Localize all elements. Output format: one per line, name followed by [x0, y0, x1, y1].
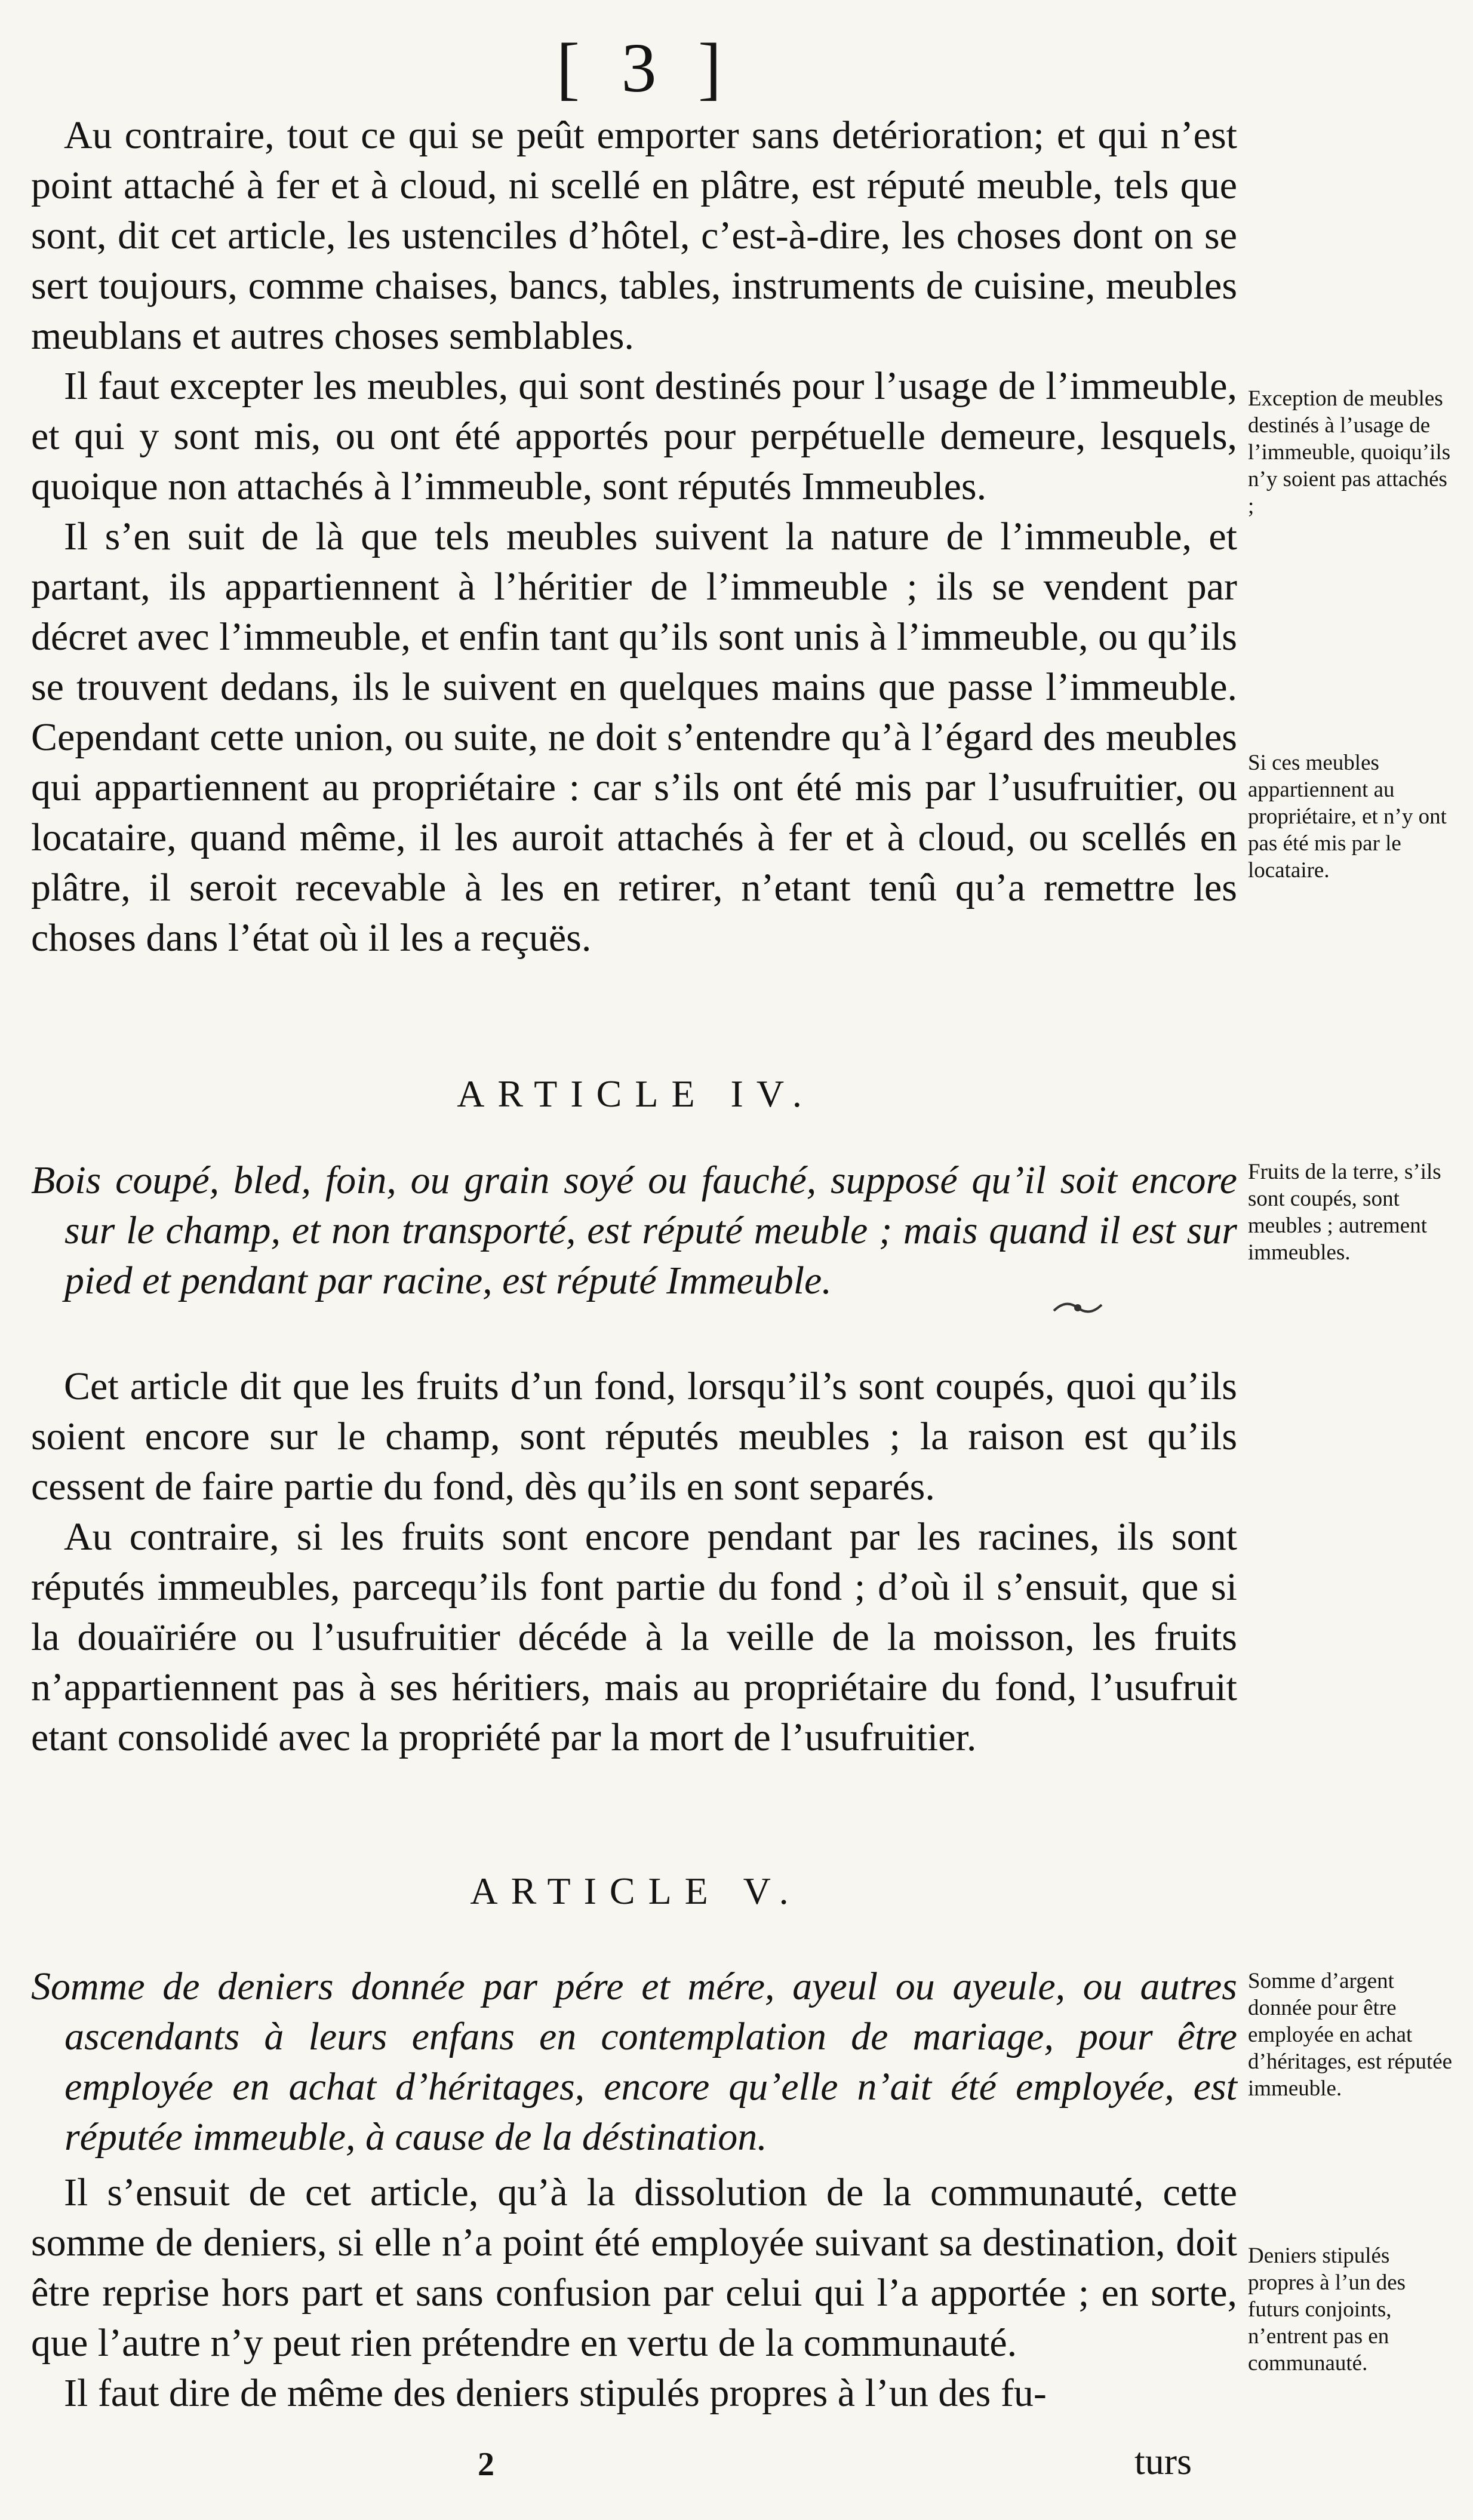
article-iv-statute: Bois coupé, bled, foin, ou grain soyé ou fauché, supposé qu’il soit encore sur le champ, et non transporté, est réputé meuble ; mais quand il est sur pied et pendant par racine, est réputé Immeuble.	[31, 1158, 1237, 1302]
signature-mark: 2	[478, 2446, 494, 2483]
article-iv-text-block	[31, 1155, 1237, 1306]
paragraph: Il faut excepter les meubles, qui sont destinés pour l’usage de l’immeuble, et qui y sont mis, ou ont été apportés pour perpétuelle demeure, lesquels, quoique non attachés à l’immeuble, sont réputés Immeubles.	[31, 364, 1237, 508]
paragraph: Il s’ensuit de cet article, qu’à la dissolution de la communauté, cette somme de deniers, si elle n’a point été employée suivant sa destination, doit être reprise hors part et sans confusion par celui qui l’a apportée ; en sorte, que l’autre n’y peut rien prétendre en vertu de la communauté.	[31, 2171, 1237, 2365]
paragraph: Au contraire, tout ce qui se peût emporter sans detérioration; et qui n’est point attaché à fer et à cloud, ni scellé en plâtre, est réputé meuble, tels que sont, dit cet article, les ustenciles d’hôtel, c’est-à-dire, les choses dont on se sert toujours, comme chaises, bancs, tables, instruments de cuisine, meubles meublans et autres choses semblables.	[31, 113, 1237, 358]
catchword: turs	[1134, 2440, 1192, 2482]
paragraph: Il faut dire de même des deniers stipulés propres à l’un des fu-	[64, 2371, 1047, 2415]
margin-note: Fruits de la terre, s’ils sont coupés, sont meubles ; autrement immeubles.	[1248, 1160, 1441, 1265]
margin-note: Si ces meubles appartiennent au propriétaire, et n’y ont pas été mis par le locataire.	[1248, 751, 1447, 883]
article-v-statute: Somme de deniers donnée par pére et mére, ayeul ou ayeule, ou autres ascendants à leurs enfans en contemplation de mariage, pour être employée en achat d’héritages, encore qu’elle n’ait été employée, est réputée immeuble, à cause de la déstination.	[31, 1965, 1237, 2159]
margin-note: Somme d’argent donnée pour être employée en achat d’héritages, est réputée immeuble.	[1248, 1969, 1453, 2101]
paragraph: Il s’en suit de là que tels meubles suivent la nature de l’immeuble, et partant, ils appartiennent à l’héritier de l’immeuble ; ils se vendent par décret avec l’immeuble, et enfin tant qu’ils sont unis à l’immeuble, ou qu’ils se trouvent dedans, ils le suivent en quelques mains que passe l’immeuble. Cependant cette union, ou suite, ne doit s’entendre qu’à l’égard des meubles qui appartiennent au propriétaire : car s’ils ont été mis par l’usufruitier, ou locataire, quand même, il les auroit attachés à fer et à cloud, ou scellés en plâtre, il seroit recevable à les en retirer, n’etant tenû qu’a remettre les choses dans l’état où il les a reçuës.	[31, 515, 1237, 960]
article-v-commentary	[31, 2168, 1237, 2418]
article-v-heading: ARTICLE V.	[470, 1870, 802, 1912]
paragraph: Au contraire, si les fruits sont encore pendant par les racines, ils sont réputés immeubles, parcequ’ils font partie du fond ; d’où il s’ensuit, que si la douaïriére ou l’usufruitier décéde à la veille de la moisson, les fruits n’appartiennent pas à ses héritiers, mais au propriétaire du fond, l’usufruit etant consolidé avec la propriété par la mort de l’usufruitier.	[31, 1515, 1237, 1759]
paragraph: Cet article dit que les fruits d’un fond, lorsqu’il’s sont coupés, quoi qu’ils soient encore sur le champ, sont réputés meubles ; la raison est qu’ils cessent de faire partie du fond, dès qu’ils en sont separés.	[31, 1365, 1237, 1508]
article-iv-heading: ARTICLE IV.	[457, 1072, 815, 1115]
margin-note: Deniers stipulés propres à l’un des futurs conjoints, n’entrent pas en communauté.	[1248, 2244, 1406, 2375]
margin-note: Exception de meubles destinés à l’usage de l’immeuble, quoiqu’ils n’y soient pas attachés ;	[1248, 386, 1451, 518]
ornament-icon	[1051, 1296, 1105, 1320]
opening-text-block	[31, 110, 1237, 963]
page-number: [ 3 ]	[556, 29, 734, 107]
article-v-text-block	[31, 1962, 1237, 2162]
article-iv-commentary	[31, 1362, 1237, 1763]
